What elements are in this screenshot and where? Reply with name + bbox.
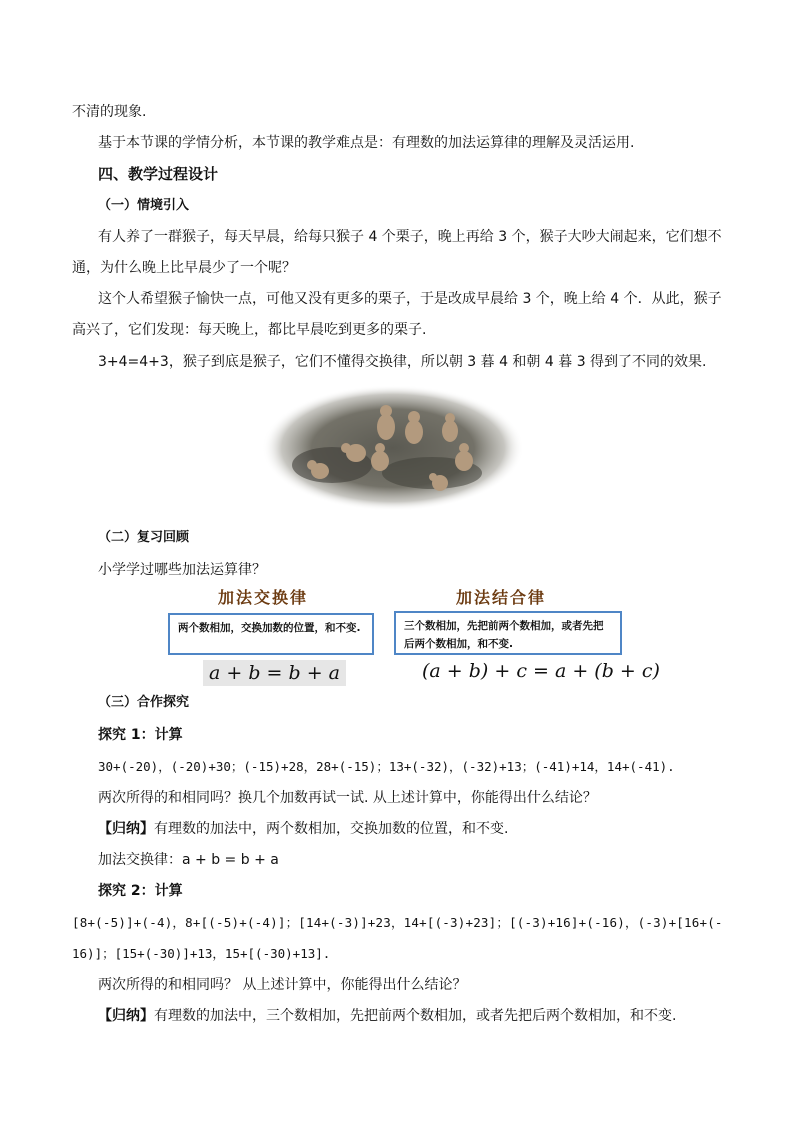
commutative-law-box xyxy=(168,613,374,655)
monkeys-photo xyxy=(262,385,524,511)
calculation-line: 16)]；[15+(-30)]+13，15+[(-30)+13]. xyxy=(72,946,331,961)
text-line: 3+4=4+3，猴子到底是猴子，它们不懂得交换律，所以朝 3 暮 4 和朝 4 暮 3 得到了不同的效果. xyxy=(98,354,707,370)
summary-tag: 【归纳】 xyxy=(98,1008,154,1024)
text-line: 基于本节课的学情分析，本节课的教学难点是：有理数的加法运算律的理解及灵活运用. xyxy=(98,135,635,151)
summary-tag: 【归纳】 xyxy=(98,821,154,837)
commutative-law-formula: a + b = b + a xyxy=(203,660,346,686)
calculation-line: 30+(-20)，(-20)+30；(-15)+28，28+(-15)；13+(-32)，(-32)+13；(-41)+14，14+(-41). xyxy=(98,759,675,774)
commutative-law-text: 两个数相加，交换加数的位置，和不变. xyxy=(178,622,361,634)
associative-law-text: 三个数相加，先把前两个数相加，或者先把后两个数相加，和不变. xyxy=(404,620,604,650)
text-line: 这个人希望猴子愉快一点，可他又没有更多的栗子，于是改成早晨给 3 个，晚上给 4 个．从此，猴子 xyxy=(98,291,722,307)
calculation-line: [8+(-5)]+(-4)，8+[(-5)+(-4)]；[14+(-3)]+23，14+[(-3)+23]；[(-3)+16]+(-16)，(-3)+[16+(- xyxy=(72,915,723,930)
section-heading: 四、教学过程设计 xyxy=(98,165,219,183)
text-line: 不清的现象. xyxy=(72,104,147,120)
text-line: 两次所得的和相同吗？ 从上述计算中，你能得出什么结论？ xyxy=(98,977,467,993)
text-line: 两次所得的和相同吗？换几个加数再试一试. 从上述计算中，你能得出什么结论？ xyxy=(98,790,597,806)
text-line: 高兴了，它们发现：每天晚上，都比早晨吃到更多的栗子. xyxy=(72,322,427,338)
associative-law-formula: (a + b) + c = a + (b + c) xyxy=(422,660,660,682)
associative-law-box xyxy=(394,611,622,655)
summary-line xyxy=(98,819,508,839)
explore-heading: 探究 1：计算 xyxy=(98,727,183,743)
text-line: 小学学过哪些加法运算律？ xyxy=(98,562,266,578)
subsection-heading: （一）情境引入 xyxy=(98,198,190,213)
subsection-heading: （二）复习回顾 xyxy=(98,530,190,545)
summary-text: 有理数的加法中，三个数相加，先把前两个数相加，或者先把后两个数相加，和不变. xyxy=(154,1008,677,1024)
commutative-law-title: 加法交换律 xyxy=(218,588,309,607)
associative-law-title: 加法结合律 xyxy=(456,588,547,607)
subsection-heading: （三）合作探究 xyxy=(98,695,190,710)
text-line: 通，为什么晚上比早晨少了一个呢？ xyxy=(72,260,296,276)
text-line: 有人养了一群猴子，每天早晨，给每只猴子 4 个栗子，晚上再给 3 个，猴子大吵大闹起来，它们想不 xyxy=(98,229,722,245)
summary-line xyxy=(98,1006,676,1026)
summary-text: 有理数的加法中，两个数相加，交换加数的位置，和不变. xyxy=(154,821,509,837)
explore-heading: 探究 2：计算 xyxy=(98,883,183,899)
law-line: 加法交换律：a + b = b + a xyxy=(98,852,279,868)
